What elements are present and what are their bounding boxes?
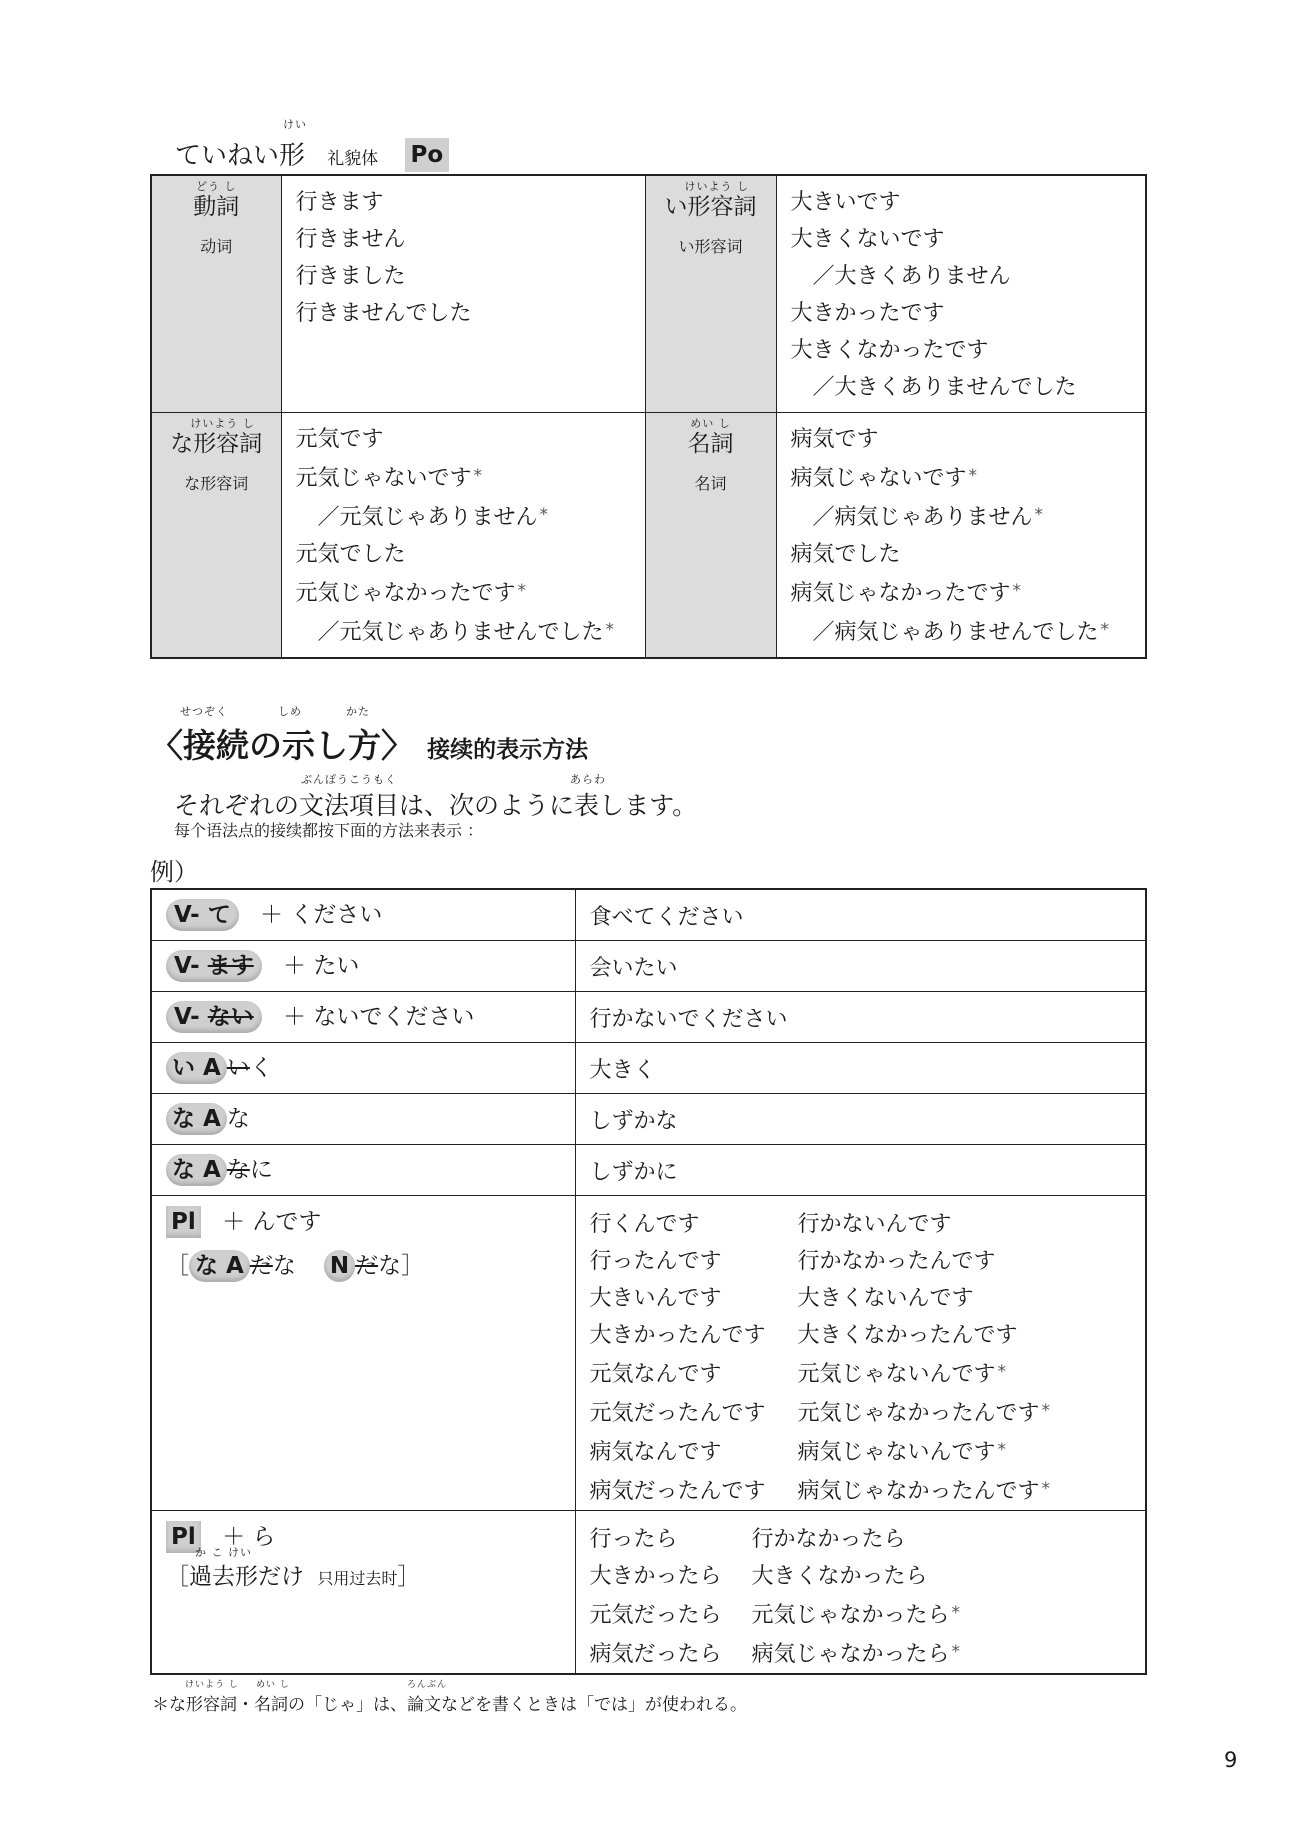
label-cell-noun: [645, 413, 776, 659]
form-line: 行きました: [295, 264, 406, 289]
po-badge: Po: [405, 138, 450, 172]
example-cell: しずかな: [575, 1093, 1146, 1144]
example-line: 元気なんです 元気じゃないんです *: [589, 1361, 1007, 1387]
rule-text: ＋ ら: [222, 1523, 276, 1550]
rule-text: な: [226, 1105, 250, 1132]
label-verb-text: 動詞: [193, 194, 240, 220]
intro-sentence-cn: 每个语法点的接续都按下面的方法来表示 ：: [174, 821, 484, 840]
example-line: 大きかったら 大きくなかったら: [589, 1563, 928, 1589]
label-cell-verb: [151, 175, 281, 413]
rule-cell: [151, 1195, 575, 1510]
intro-word-grammar: ぶんぽうこうもく 文法項目: [299, 773, 400, 820]
label-noun-text: 名詞: [687, 431, 734, 457]
label-verb-cn: 动词: [200, 237, 233, 256]
intro-sentence: それぞれの ぶんぽうこうもく 文法項目は、次のように あらわ 表します。: [174, 773, 698, 820]
label-i-adjective-text: い形容詞: [664, 194, 757, 220]
asterisk-mark: *: [1012, 581, 1022, 601]
example-line: 大きいんです 大きくないんです: [589, 1285, 974, 1311]
asterisk-mark: *: [1041, 1478, 1051, 1499]
example-cell: 会いたい: [575, 940, 1146, 991]
rule-note: ［ か こ けい 過去形だけ 只用过去时］: [166, 1545, 421, 1590]
forms-cell-na-adjective: [281, 413, 645, 659]
polite-form-heading: [175, 118, 449, 172]
intro-ruby: ぶんぽうこうもく: [301, 773, 398, 786]
verb-te-symbol: V- て: [166, 899, 239, 931]
table-row: [151, 1093, 1146, 1144]
example-cell: [575, 1510, 1146, 1674]
rule-text: ＋ んです: [222, 1208, 322, 1235]
polite-row-1: [151, 175, 1146, 413]
example-line: 元気だったんです 元気じゃなかったんです *: [589, 1400, 1051, 1426]
label-noun: [687, 417, 734, 459]
example-label: 例）: [150, 858, 198, 886]
example-line: 行ったんです 行かなかったんです: [589, 1248, 996, 1274]
forms-cell-i-adjective: [776, 175, 1146, 413]
label-cell-i-adjective: [645, 175, 776, 413]
connection-heading: [150, 705, 589, 767]
label-verb-ruby: どう し: [196, 180, 237, 193]
na-adjective-symbol: な A: [166, 1103, 227, 1135]
asterisk-mark: *: [539, 505, 549, 525]
heading-ruby: かた: [346, 705, 370, 718]
footnote-ruby: ろんぶん: [407, 1680, 448, 1690]
heading-ruby: しめ: [278, 705, 302, 718]
asterisk-mark: *: [997, 1439, 1007, 1460]
connection-heading-jp: せつぞく しめ かた 〈接続の示し方〉: [150, 705, 414, 765]
label-na-adjective-ruby: けいよう し: [190, 417, 255, 430]
example-cell: 食べてください: [575, 889, 1146, 940]
note-cn: 只用过去时: [317, 1568, 398, 1588]
example-cell: 行かないでください: [575, 991, 1146, 1042]
forms-cell-verb: [281, 175, 645, 413]
form-line: 行きませんでした: [295, 301, 472, 326]
example-line: 行くんです 行かないんです: [589, 1211, 952, 1237]
rule-cell: [151, 889, 575, 940]
form-line: 大きくなかったです: [790, 338, 989, 363]
example-cell: 大きく: [575, 1042, 1146, 1093]
footnote-ruby: めい し: [256, 1680, 290, 1690]
form-line: 行きません: [295, 227, 406, 252]
example-line: 元気だったら 元気じゃなかったら *: [589, 1602, 961, 1628]
label-i-adjective-cn: い形容词: [678, 237, 743, 256]
rule-cell: [151, 1510, 575, 1674]
na-adjective-symbol: な A: [166, 1154, 227, 1186]
example-cell: [575, 1195, 1146, 1510]
asterisk-mark: *: [951, 1602, 961, 1623]
table-row: [151, 1510, 1146, 1674]
form-line: ／元気じゃありませんでした *: [317, 620, 615, 645]
heading-ruby: せつぞく: [180, 705, 228, 718]
asterisk-mark: *: [517, 581, 527, 601]
rule-cell: [151, 940, 575, 991]
polite-title-text: ていねい形: [175, 141, 306, 171]
connection-heading-cn: 接续的表示方法: [427, 737, 589, 763]
rule-cell: な A なに: [151, 1144, 575, 1195]
label-noun-cn: 名词: [694, 474, 727, 493]
verb-masu-symbol: V- ます: [166, 950, 262, 982]
connection-table: [150, 888, 1147, 1675]
form-line: ／病気じゃありません *: [812, 505, 1044, 530]
example-line: 病気なんです 病気じゃないんです *: [589, 1439, 1007, 1465]
form-line: ／元気じゃありません *: [317, 505, 549, 530]
label-i-adjective: [664, 180, 757, 222]
form-line: 元気じゃなかったです *: [295, 581, 527, 606]
form-line: 大きいです: [790, 190, 901, 215]
form-line: 元気じゃないです *: [295, 466, 483, 491]
rule-cell: い A いく: [151, 1042, 575, 1093]
form-line: 病気でした: [790, 542, 901, 567]
asterisk-mark: *: [1041, 1400, 1051, 1421]
example-cell: しずかに: [575, 1144, 1146, 1195]
table-row: [151, 1144, 1146, 1195]
form-line: 元気でした: [295, 542, 406, 567]
label-na-adjective-text: な形容詞: [170, 431, 263, 457]
asterisk-mark: *: [951, 1641, 961, 1662]
rule-cell: [151, 1093, 575, 1144]
label-verb: [193, 180, 240, 222]
table-row: [151, 1042, 1146, 1093]
form-line: 元気です: [295, 427, 384, 452]
note-ruby: か こ けい: [195, 1545, 252, 1559]
form-line: ／大きくありません: [812, 264, 1011, 289]
page-number: 9: [1224, 1748, 1238, 1772]
form-line: ／病気じゃありませんでした *: [812, 620, 1110, 645]
asterisk-mark: *: [1100, 620, 1110, 640]
intro-ruby: あらわ: [570, 773, 607, 786]
plain-form-symbol: Pl: [166, 1206, 201, 1238]
form-line: ／大きくありませんでした: [812, 375, 1077, 400]
label-i-adjective-ruby: けいよう し: [684, 180, 749, 193]
table-row: [151, 1195, 1146, 1510]
asterisk-mark: *: [997, 1361, 1007, 1382]
forms-cell-noun: [776, 413, 1146, 659]
table-row: [151, 940, 1146, 991]
asterisk-mark: *: [968, 466, 978, 486]
example-line: 病気だったんです 病気じゃなかったんです *: [589, 1478, 1051, 1504]
form-line: 行きます: [295, 190, 384, 215]
form-line: 病気じゃなかったです *: [790, 581, 1022, 606]
form-line: 病気じゃないです *: [790, 466, 978, 491]
asterisk-mark: *: [1034, 505, 1044, 525]
example-line: 行ったら 行かなかったら: [589, 1526, 906, 1552]
table-row: [151, 991, 1146, 1042]
rule-text: く: [249, 1054, 273, 1081]
i-adjective-symbol: い A: [166, 1052, 227, 1084]
label-cell-na-adjective: [151, 413, 281, 659]
form-line: 大きくないです: [790, 227, 945, 252]
table-row: [151, 889, 1146, 940]
form-line: 病気です: [790, 427, 879, 452]
label-noun-ruby: めい し: [690, 417, 731, 430]
asterisk-mark: *: [473, 466, 483, 486]
example-line: 病気だったら 病気じゃなかったら *: [589, 1641, 961, 1667]
plain-form-symbol: Pl: [166, 1521, 201, 1553]
polite-title-ruby: けい: [283, 118, 307, 131]
label-na-adjective: [170, 417, 263, 459]
asterisk-mark: *: [605, 620, 615, 640]
form-line: 大きかったです: [790, 301, 945, 326]
polite-title-cn: 礼貌体: [327, 149, 379, 169]
intro-word-express: あらわ 表: [570, 773, 607, 820]
footnote: ＊ けいよう し な形容詞・ めい し 名詞の「じゃ」は、 ろんぶん 論文などを書くときは「では」が使われる。: [152, 1680, 747, 1715]
polite-title: [175, 118, 307, 172]
rule-note: ［ な A だな N だな］: [166, 1246, 575, 1286]
verb-nai-symbol: V- ない: [166, 1001, 262, 1033]
polite-form-table: [150, 174, 1147, 659]
rule-text: ＋ たい: [283, 952, 360, 979]
example-line: 大きかったんです 大きくなかったんです: [589, 1322, 1018, 1348]
na-adjective-symbol: な A: [189, 1250, 250, 1282]
rule-text: ＋ ないでください: [283, 1003, 475, 1030]
footnote-ruby: けいよう し: [185, 1680, 239, 1690]
polite-row-2: [151, 413, 1146, 659]
rule-cell: [151, 991, 575, 1042]
rule-text: に: [249, 1156, 273, 1183]
noun-symbol: N: [324, 1250, 355, 1282]
rule-text: ＋ ください: [260, 902, 383, 928]
label-na-adjective-cn: な形容词: [184, 474, 249, 493]
